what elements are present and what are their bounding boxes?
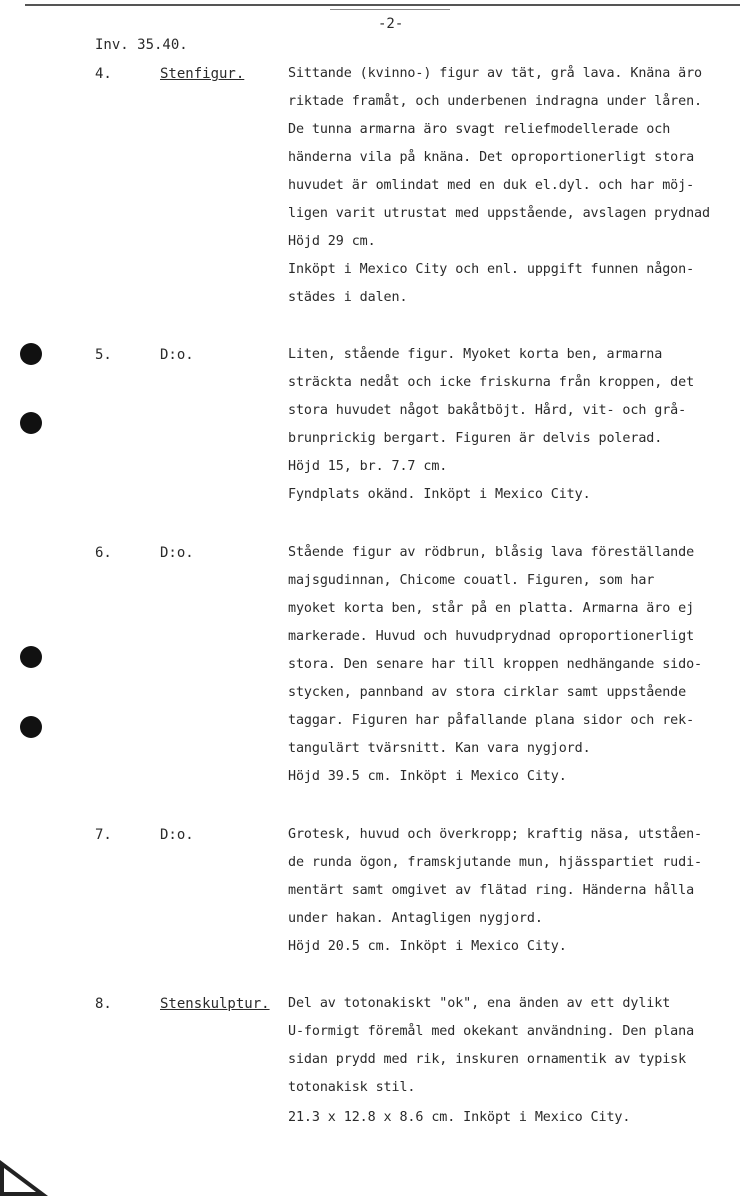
entry-text-line: huvudet är omlindat med en duk el.dyl. och har möj- — [288, 178, 695, 193]
inventory-number: Inv. 35.40. — [95, 37, 188, 53]
entry-text-line: Höjd 39.5 cm. Inköpt i Mexico City. — [288, 769, 567, 784]
entry-number: 8. — [95, 996, 112, 1012]
entry-text-line: stora. Den senare har till kroppen nedhängande sido- — [288, 657, 703, 672]
entry-number: 5. — [95, 347, 112, 363]
entry-text-line: riktade framåt, och underbenen indragna under låren. — [288, 94, 703, 109]
entry-text-line: De tunna armarna äro svagt reliefmodellerade och — [288, 122, 671, 137]
entry-text-line: Del av totonakiskt "ok", ena änden av ett dylikt — [288, 996, 671, 1011]
entry-text-line: myoket korta ben, står på en platta. Armarna äro ej — [288, 601, 695, 616]
entry-heading: D:o. — [160, 827, 194, 843]
entry-text-line: Fyndplats okänd. Inköpt i Mexico City. — [288, 487, 591, 502]
punch-hole — [20, 716, 42, 738]
entry-heading: D:o. — [160, 545, 194, 561]
punch-hole — [20, 343, 42, 365]
entry-heading: Stenfigur. — [160, 66, 245, 82]
punch-hole — [20, 646, 42, 668]
entry-text-line: taggar. Figuren har påfallande plana sidor och rek- — [288, 713, 695, 728]
entry-text-line: de runda ögon, framskjutande mun, hjässpartiet rudi- — [288, 855, 703, 870]
page-number: -2- — [378, 16, 404, 32]
entry-text-line: stora huvudet något bakåtböjt. Hård, vit- och grå- — [288, 403, 687, 418]
punch-hole — [20, 412, 42, 434]
top-rule — [25, 4, 740, 6]
entry-text-line: 21.3 x 12.8 x 8.6 cm. Inköpt i Mexico City. — [288, 1110, 631, 1125]
entry-number: 4. — [95, 66, 112, 82]
entry-text-line: Inköpt i Mexico City och enl. uppgift funnen någon- — [288, 262, 695, 277]
entry-heading: Stenskulptur. — [160, 996, 270, 1012]
entry-text-line: Höjd 20.5 cm. Inköpt i Mexico City. — [288, 939, 567, 954]
entry-text-line: under hakan. Antagligen nygjord. — [288, 911, 543, 926]
entry-text-line: Liten, stående figur. Myoket korta ben, armarna — [288, 347, 663, 362]
entry-text-line: mentärt samt omgivet av flätad ring. Händerna hålla — [288, 883, 695, 898]
entry-text-line: Stående figur av rödbrun, blåsig lava föreställande — [288, 545, 695, 560]
entry-text-line: majsgudinnan, Chicome couatl. Figuren, som har — [288, 573, 655, 588]
entry-number: 7. — [95, 827, 112, 843]
entry-text-line: brunprickig bergart. Figuren är delvis polerad. — [288, 431, 663, 446]
entry-text-line: Grotesk, huvud och överkropp; kraftig näsa, utståen- — [288, 827, 703, 842]
entry-text-line: tangulärt tvärsnitt. Kan vara nygjord. — [288, 741, 591, 756]
entry-heading: D:o. — [160, 347, 194, 363]
entry-text-line: totonakisk stil. — [288, 1080, 416, 1095]
entry-text-line: U-formigt föremål med okekant användning. Den plana — [288, 1024, 695, 1039]
entry-text-line: sidan prydd med rik, inskuren ornamentik av typisk — [288, 1052, 687, 1067]
entry-text-line: städes i dalen. — [288, 290, 408, 305]
entry-text-line: stycken, pannband av stora cirklar samt uppstående — [288, 685, 687, 700]
entry-number: 6. — [95, 545, 112, 561]
entry-text-line: händerna vila på knäna. Det oproportionerligt stora — [288, 150, 695, 165]
corner-fold-mark — [0, 1148, 50, 1198]
entry-text-line: Höjd 29 cm. — [288, 234, 376, 249]
entry-text-line: Sittande (kvinno-) figur av tät, grå lava. Knäna äro — [288, 66, 703, 81]
entry-text-line: ligen varit utrustat med uppstående, avslagen prydnad — [288, 206, 710, 221]
entry-text-line: sträckta nedåt och icke friskurna från kroppen, det — [288, 375, 695, 390]
top-rule-secondary — [330, 9, 450, 10]
entry-text-line: Höjd 15, br. 7.7 cm. — [288, 459, 448, 474]
entry-text-line: markerade. Huvud och huvudprydnad oproportionerligt — [288, 629, 695, 644]
